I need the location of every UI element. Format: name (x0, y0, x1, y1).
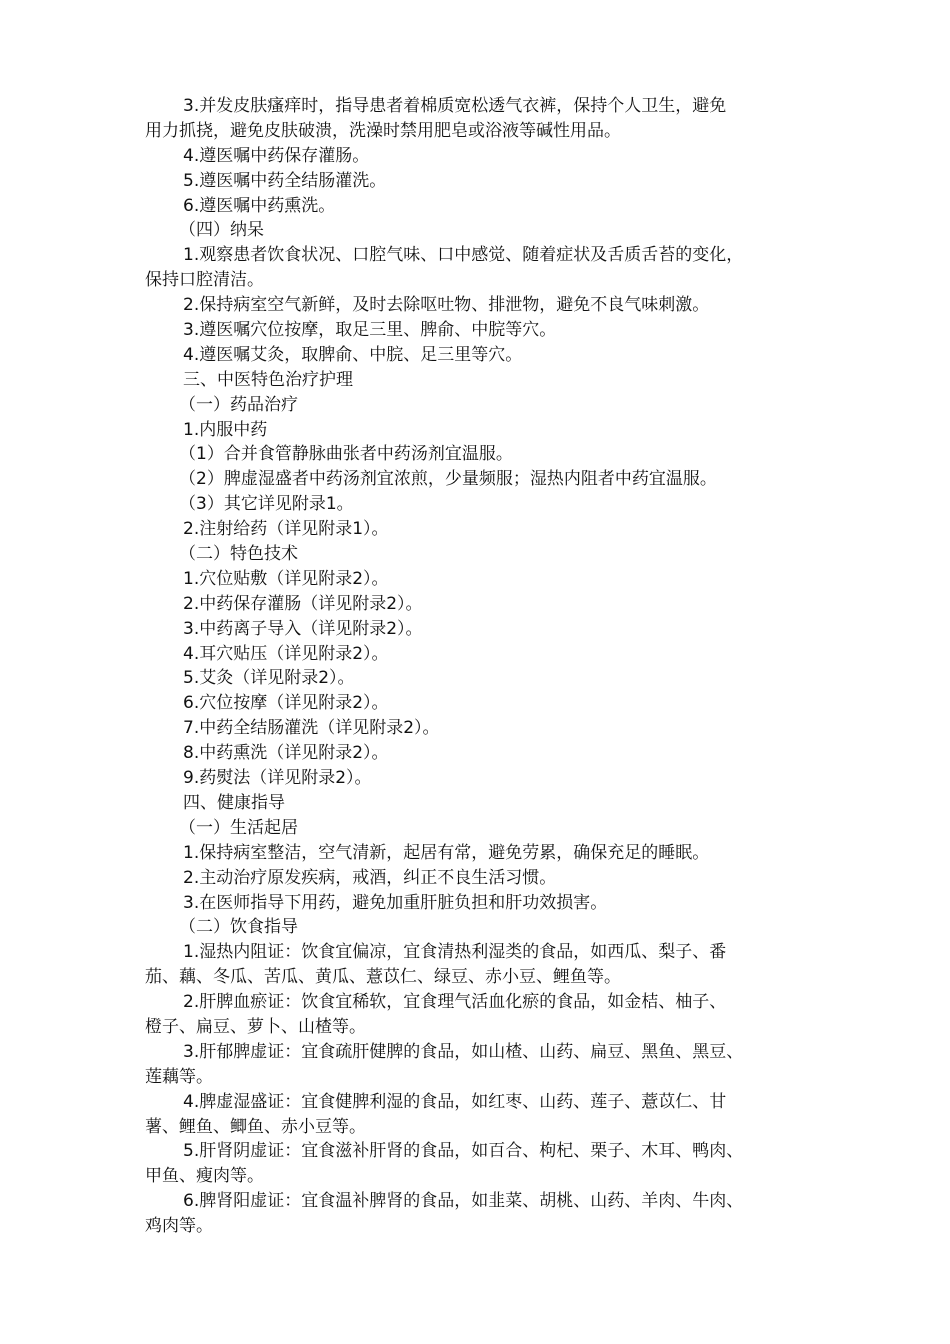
text-line: 3.中药离子导入（详见附录2）。 (183, 618, 423, 639)
text-line: 薯、鲤鱼、鲫鱼、赤小豆等。 (145, 1116, 366, 1137)
text-line: 5.艾灸（详见附录2）。 (183, 668, 355, 689)
text-line: 2.保持病室空气新鲜，及时去除呕吐物、排泄物，避免不良气味刺激。 (183, 295, 710, 316)
text-line: 1.湿热内阻证：饮食宜偏凉，宜食清热利湿类的食品，如西瓜、梨子、番 (183, 942, 727, 963)
text-line: 4.耳穴贴压（详见附录2）。 (183, 643, 389, 664)
text-line: 1.内服中药 (183, 419, 268, 440)
text-line: 1.穴位贴敷（详见附录2）。 (183, 568, 389, 589)
text-line: （3）其它详见附录1。 (179, 494, 354, 515)
text-line: 4.遵医嘱中药保存灌肠。 (183, 145, 370, 166)
text-line: 5.肝肾阴虚证：宜食滋补肝肾的食品，如百合、枸杞、栗子、木耳、鸭肉、 (183, 1141, 744, 1162)
text-line: 保持口腔清洁。 (145, 270, 264, 291)
text-line: 4.脾虚湿盛证：宜食健脾利湿的食品，如红枣、山药、莲子、薏苡仁、甘 (183, 1091, 727, 1112)
text-line: （四）纳呆 (179, 220, 264, 241)
text-line: 2.注射给药（详见附录1）。 (183, 519, 389, 540)
text-line: （二）饮食指导 (179, 917, 298, 938)
text-line: （二）特色技术 (179, 544, 298, 565)
text-line: 茄、藕、冬瓜、苦瓜、黄瓜、薏苡仁、绿豆、赤小豆、鲤鱼等。 (145, 967, 621, 988)
text-line: 用力抓挠，避免皮肤破溃，洗澡时禁用肥皂或浴液等碱性用品。 (145, 120, 621, 141)
text-line: 2.中药保存灌肠（详见附录2）。 (183, 593, 423, 614)
text-line: 莲藕等。 (145, 1066, 213, 1087)
text-line: （1）合并食管静脉曲张者中药汤剂宜温服。 (179, 444, 513, 465)
text-line: 鸡肉等。 (145, 1216, 213, 1237)
text-line: 2.主动治疗原发疾病，戒酒，纠正不良生活习惯。 (183, 867, 557, 888)
text-line: 1.保持病室整洁，空气清新，起居有常，避免劳累，确保充足的睡眠。 (183, 842, 710, 863)
text-line: （2）脾虚湿盛者中药汤剂宜浓煎，少量频服；湿热内阻者中药宜温服。 (179, 469, 717, 490)
text-line: （一）生活起居 (179, 817, 298, 838)
text-line: 3.遵医嘱穴位按摩，取足三里、脾俞、中脘等穴。 (183, 320, 557, 341)
text-line: 橙子、扁豆、萝卜、山楂等。 (145, 1016, 366, 1037)
text-line: 6.穴位按摩（详见附录2）。 (183, 693, 389, 714)
text-line: 四、健康指导 (183, 792, 285, 813)
document-page (145, 94, 825, 1239)
text-line: 7.中药全结肠灌洗（详见附录2）。 (183, 718, 440, 739)
text-line: （一）药品治疗 (179, 394, 298, 415)
text-line: 6.遵医嘱中药熏洗。 (183, 195, 336, 216)
text-line: 4.遵医嘱艾灸，取脾俞、中脘、足三里等穴。 (183, 344, 523, 365)
text-line: 5.遵医嘱中药全结肠灌洗。 (183, 170, 387, 191)
text-line: 3.并发皮肤瘙痒时，指导患者着棉质宽松透气衣裤，保持个人卫生，避免 (183, 96, 727, 116)
text-line: 甲鱼、瘦肉等。 (145, 1166, 264, 1187)
text-line: 3.肝郁脾虚证：宜食疏肝健脾的食品，如山楂、山药、扁豆、黑鱼、黑豆、 (183, 1041, 744, 1062)
text-line: 6.脾肾阳虚证：宜食温补脾肾的食品，如韭菜、胡桃、山药、羊肉、牛肉、 (183, 1191, 744, 1212)
text-line: 8.中药熏洗（详见附录2）。 (183, 743, 389, 764)
text-line: 2.肝脾血瘀证：饮食宜稀软，宜食理气活血化瘀的食品，如金桔、柚子、 (183, 992, 727, 1013)
text-line: 9.药熨法（详见附录2）。 (183, 768, 372, 789)
text-line: 1.观察患者饮食状况、口腔气味、口中感觉、随着症状及舌质舌苔的变化， (183, 245, 744, 266)
text-line: 三、中医特色治疗护理 (183, 369, 353, 390)
text-line: 3.在医师指导下用药，避免加重肝脏负担和肝功效损害。 (183, 892, 608, 913)
